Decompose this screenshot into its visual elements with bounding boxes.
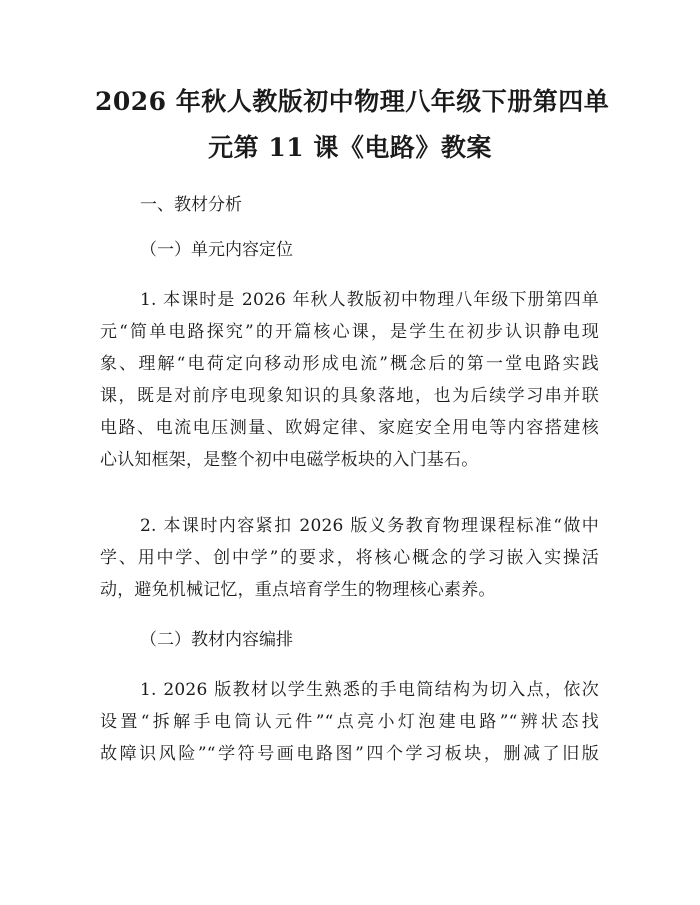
section-heading-textbook-analysis: 一、教材分析 [140, 195, 242, 215]
paragraph-1-line: 元“简单电路探究”的开篇核心课，是学生在初步认识静电现 [100, 322, 599, 342]
paragraph-1-line: 课，既是对前序电现象知识的具象落地，也为后续学习串并联 [100, 386, 599, 406]
document-title-line-1: 2026 年秋人教版初中物理八年级下册第四单 [95, 87, 610, 116]
document-title-line-2: 元第 11 课《电路》教案 [208, 133, 492, 162]
paragraph-3-line: 1. 2026 版教材以学生熟悉的手电筒结构为切入点，依次 [140, 680, 599, 700]
paragraph-2-line: 动，避免机械记忆，重点培育学生的物理核心素养。 [100, 580, 496, 600]
subsection-heading-content-arrangement: （二）教材内容编排 [140, 630, 293, 650]
paragraph-1-line: 电路、电流电压测量、欧姆定律、家庭安全用电等内容搭建核 [100, 418, 599, 438]
paragraph-1-line: 心认知框架，是整个初中电磁学板块的入门基石。 [100, 450, 479, 470]
subsection-heading-unit-positioning: （一）单元内容定位 [140, 240, 293, 260]
paragraph-3-line: 设置“拆解手电筒认元件”“点亮小灯泡建电路”“辨状态找 [100, 712, 599, 732]
paragraph-3-line: 故障识风险”“学符号画电路图”四个学习板块，删减了旧版 [100, 744, 599, 764]
paragraph-1-line: 1. 本课时是 2026 年秋人教版初中物理八年级下册第四单 [140, 290, 599, 310]
paragraph-2-line: 2. 本课时内容紧扣 2026 版义务教育物理课程标准“做中 [140, 516, 599, 536]
paragraph-2-line: 学、用中学、创中学”的要求，将核心概念的学习嵌入实操活 [100, 548, 599, 568]
paragraph-1-line: 象、理解“电荷定向移动形成电流”概念后的第一堂电路实践 [100, 354, 599, 374]
